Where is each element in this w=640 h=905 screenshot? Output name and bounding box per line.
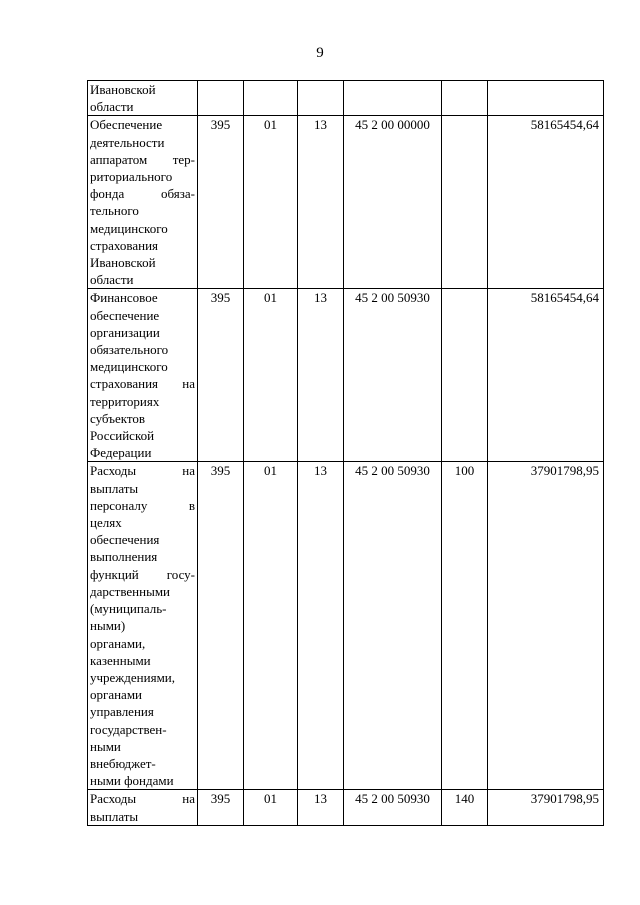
admin-code-cell: 395 bbox=[198, 116, 244, 289]
row-name-line: Финансовое bbox=[90, 290, 158, 306]
row-name-line: целях bbox=[90, 515, 122, 531]
row-name-line: тельного bbox=[90, 203, 139, 219]
row-name-line: территориях bbox=[90, 393, 160, 409]
subsection-cell: 13 bbox=[298, 116, 344, 289]
row-name-line: органами bbox=[90, 687, 143, 703]
row-name-cell bbox=[88, 790, 198, 825]
row-name-line: деятельности bbox=[90, 134, 165, 150]
row-name-line: фонда обяза- bbox=[90, 186, 195, 202]
admin-code-cell: 395 bbox=[198, 790, 244, 825]
row-name-line: субъектов bbox=[90, 410, 146, 426]
row-name-line: страхования bbox=[90, 237, 159, 253]
row-name-line: Расходы на bbox=[90, 791, 195, 807]
section-cell: 01 bbox=[244, 116, 298, 289]
row-name-line: обязательного bbox=[90, 342, 169, 358]
row-name-line: Российской bbox=[90, 428, 155, 444]
row-name-line: Ивановской bbox=[90, 255, 156, 271]
row-name-line: казенными bbox=[90, 652, 151, 668]
section-cell: 01 bbox=[244, 790, 298, 825]
subsection-cell bbox=[298, 81, 344, 116]
row-name-line: ными) bbox=[90, 618, 126, 634]
row-name-line: государствен- bbox=[90, 721, 167, 737]
target-article-cell: 45 2 00 50930 bbox=[344, 790, 442, 825]
target-article-cell bbox=[344, 81, 442, 116]
page-number: 9 bbox=[316, 45, 324, 61]
table-row bbox=[88, 462, 604, 790]
expense-type-cell bbox=[442, 81, 488, 116]
row-name-line: ными bbox=[90, 738, 121, 754]
row-name-line: Расходы на bbox=[90, 463, 195, 479]
row-name-line: обеспечения bbox=[90, 532, 160, 548]
row-name-line: (муниципаль- bbox=[90, 601, 167, 617]
row-name-line: выплаты bbox=[90, 480, 139, 496]
budget-table bbox=[87, 80, 604, 826]
row-name-line: выплаты bbox=[90, 808, 139, 824]
row-name-line: функций госу- bbox=[90, 566, 195, 582]
row-name-line: Ивановской bbox=[90, 82, 156, 97]
row-name-cell bbox=[88, 81, 198, 116]
admin-code-cell: 395 bbox=[198, 289, 244, 462]
amount-cell: 58165454,64 bbox=[488, 116, 604, 289]
row-name-line: обеспечение bbox=[90, 307, 160, 323]
row-name-line: внебюджет- bbox=[90, 755, 156, 771]
subsection-cell: 13 bbox=[298, 462, 344, 790]
expense-type-cell: 100 bbox=[442, 462, 488, 790]
section-cell: 01 bbox=[244, 462, 298, 790]
row-name-line: управления bbox=[90, 704, 154, 720]
row-name-line: выполнения bbox=[90, 549, 158, 565]
row-name-line: дарственными bbox=[90, 583, 170, 599]
subsection-cell: 13 bbox=[298, 289, 344, 462]
table-row bbox=[88, 81, 604, 116]
row-name-line: области bbox=[90, 99, 134, 115]
row-name-line: медицинского bbox=[90, 359, 168, 375]
row-name-line: ными фондами bbox=[90, 773, 174, 789]
table-body bbox=[88, 81, 604, 826]
row-name-line: Федерации bbox=[90, 445, 152, 461]
section-cell: 01 bbox=[244, 289, 298, 462]
row-name-line: области bbox=[90, 272, 134, 288]
expense-type-cell bbox=[442, 116, 488, 289]
row-name-line: риториального bbox=[90, 169, 173, 185]
row-name-cell bbox=[88, 116, 198, 289]
row-name-line: Обеспечение bbox=[90, 117, 163, 133]
table-row bbox=[88, 116, 604, 289]
amount-cell bbox=[488, 81, 604, 116]
row-name-line: страхования на bbox=[90, 376, 195, 392]
target-article-cell: 45 2 00 00000 bbox=[344, 116, 442, 289]
amount-cell: 58165454,64 bbox=[488, 289, 604, 462]
row-name-cell bbox=[88, 462, 198, 790]
expense-type-cell bbox=[442, 289, 488, 462]
row-name-line: персоналу в bbox=[90, 497, 195, 513]
target-article-cell: 45 2 00 50930 bbox=[344, 289, 442, 462]
admin-code-cell: 395 bbox=[198, 462, 244, 790]
row-name-line: организации bbox=[90, 324, 160, 340]
row-name-line: учреждениями, bbox=[90, 669, 176, 685]
row-name-cell bbox=[88, 289, 198, 462]
target-article-cell: 45 2 00 50930 bbox=[344, 462, 442, 790]
amount-cell: 37901798,95 bbox=[488, 462, 604, 790]
table-row bbox=[88, 790, 604, 825]
amount-cell: 37901798,95 bbox=[488, 790, 604, 825]
table-row bbox=[88, 289, 604, 462]
row-name-line: медицинского bbox=[90, 220, 168, 236]
subsection-cell: 13 bbox=[298, 790, 344, 825]
row-name-line: аппаратом тер- bbox=[90, 151, 195, 167]
section-cell bbox=[244, 81, 298, 116]
row-name-line: органами, bbox=[90, 635, 146, 651]
admin-code-cell bbox=[198, 81, 244, 116]
expense-type-cell: 140 bbox=[442, 790, 488, 825]
